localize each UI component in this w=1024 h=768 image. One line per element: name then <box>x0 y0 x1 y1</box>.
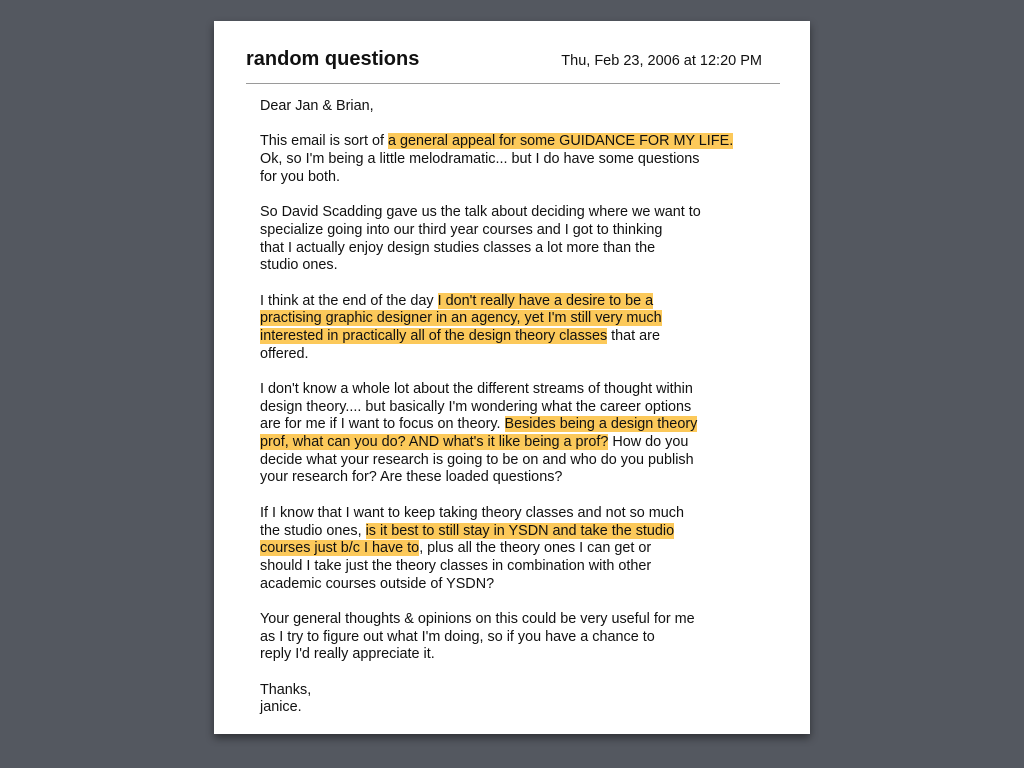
highlighted-text: courses just b/c I have to <box>260 540 420 557</box>
text-segment: I think at the end of the day <box>260 292 438 309</box>
text-segment: How do you <box>608 434 689 451</box>
text-line: So David Scadding gave us the talk about deciding where we want to <box>260 204 701 221</box>
text-line <box>260 293 790 311</box>
text-segment: the studio ones, <box>260 522 366 539</box>
highlighted-text: is it best to still stay in YSDN and take the studio <box>365 522 675 539</box>
text-line: as I try to figure out what I'm doing, so if you have a chance to <box>260 628 655 645</box>
email-page <box>214 21 810 734</box>
text-line: Your general thoughts & opinions on this could be very useful for me <box>260 610 695 627</box>
email-date: Thu, Feb 23, 2006 at 12:20 PM <box>561 53 762 69</box>
text-segment: that are <box>607 327 660 344</box>
text-line: offered. <box>260 345 309 362</box>
text-line: academic courses outside of YSDN? <box>260 575 495 592</box>
text-line <box>260 434 790 452</box>
highlighted-text: prof, what can you do? AND what's it like being a prof? <box>260 434 609 451</box>
text-line <box>260 310 790 328</box>
text-line: I don't know a whole lot about the different streams of thought within <box>260 381 693 397</box>
text-line <box>260 416 790 434</box>
paragraph-2 <box>260 204 790 275</box>
text-line <box>260 133 790 151</box>
paragraph-5 <box>260 505 790 593</box>
text-line: design theory.... but basically I'm wondering what the career options <box>260 398 692 415</box>
highlighted-text: interested in practically all of the design theory classes <box>260 327 608 344</box>
email-body <box>260 98 790 717</box>
signature: janice. <box>260 699 302 716</box>
highlighted-text: Besides being a design theory <box>504 416 698 433</box>
paragraph-1 <box>260 133 790 186</box>
text-line: specialize going into our third year courses and I got to thinking <box>260 221 663 238</box>
text-segment: , plus all the theory ones I can get or <box>419 540 652 557</box>
paragraph-4 <box>260 381 790 487</box>
text-line: that I actually enjoy design studies classes a lot more than the <box>260 239 656 256</box>
text-segment: are for me if I want to focus on theory. <box>260 416 505 433</box>
text-line: your research for? Are these loaded questions? <box>260 469 563 486</box>
email-header <box>246 47 780 84</box>
highlighted-text: a general appeal for some GUIDANCE FOR MY LIFE. <box>387 133 734 150</box>
text-line: Ok, so I'm being a little melodramatic... but I do have some questions <box>260 151 700 168</box>
paragraph-3 <box>260 293 790 364</box>
text-line: decide what your research is going to be on and who do you publish <box>260 451 694 468</box>
text-line <box>260 540 790 558</box>
highlighted-text: practising graphic designer in an agency, yet I'm still very much <box>260 310 662 327</box>
email-subject: random questions <box>246 48 420 70</box>
highlighted-text: I don't really have a desire to be a <box>437 292 654 309</box>
text-segment: This email is sort of <box>260 133 388 150</box>
text-line: for you both. <box>260 168 340 185</box>
paragraph-6 <box>260 611 790 664</box>
text-line <box>260 328 790 346</box>
text-line: studio ones. <box>260 257 338 274</box>
text-line <box>260 523 790 541</box>
text-line: should I take just the theory classes in combination with other <box>260 557 652 574</box>
greeting: Dear Jan & Brian, <box>260 98 374 114</box>
text-line: If I know that I want to keep taking theory classes and not so much <box>260 504 684 521</box>
closing: Thanks, <box>260 681 312 698</box>
text-line: reply I'd really appreciate it. <box>260 646 435 663</box>
